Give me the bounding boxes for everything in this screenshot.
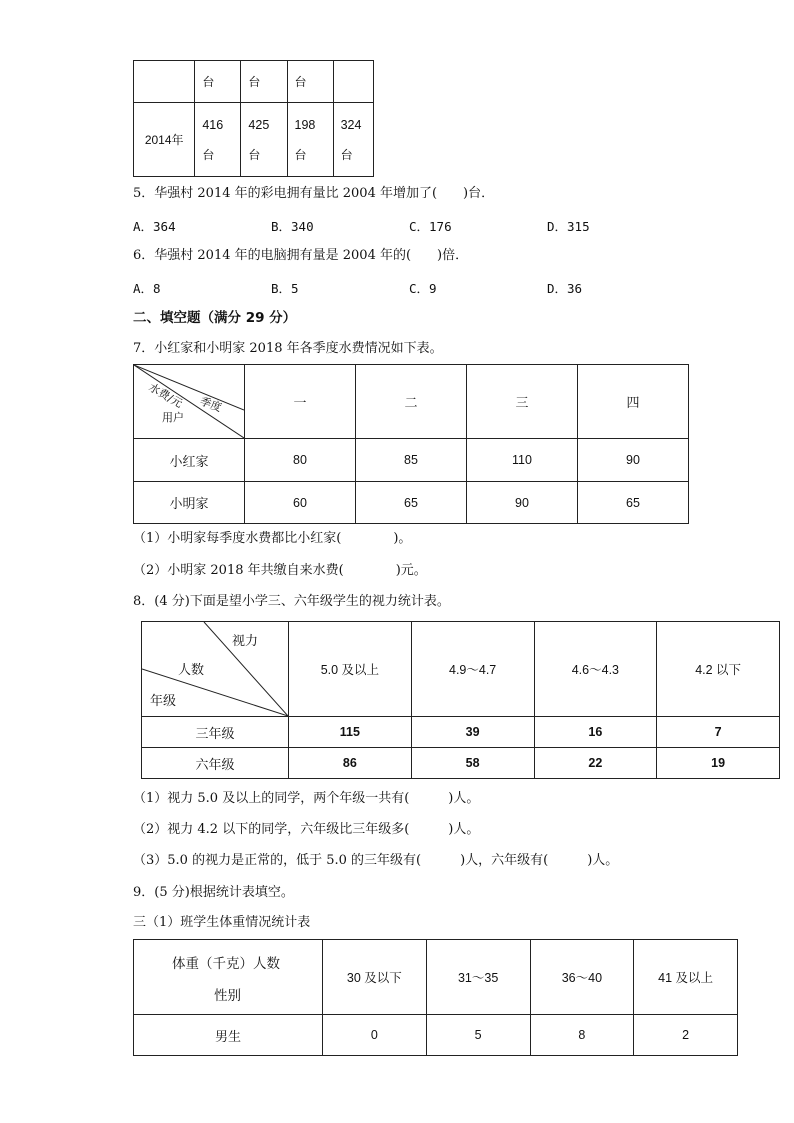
table-cell: 58 [411, 748, 534, 779]
table-cell: 90 [577, 439, 688, 482]
table-cell: 115 [289, 717, 412, 748]
row-label: 小红家 [134, 439, 245, 482]
weight-table [133, 939, 738, 1056]
q5-option-a[interactable]: A．364 [133, 219, 176, 234]
table-cell: 2 [634, 1015, 738, 1056]
column-header: 36～40 [530, 940, 634, 1015]
q6-option-b[interactable]: B．5 [271, 281, 299, 296]
column-header: 5.0 及以上 [289, 622, 412, 717]
column-header: 一 [245, 365, 356, 439]
corner-label-gender: 性别 [214, 988, 241, 1004]
corner-label-count: 人数 [178, 663, 205, 678]
question-6: 6．华强村 2014 年的电脑拥有量是 2004 年的( )倍． [133, 248, 469, 263]
table-cell: 0 [323, 1015, 427, 1056]
corner-label-weight: 体重（千克）人数 [172, 956, 280, 972]
table-cell: 85 [355, 439, 466, 482]
column-header: 三 [466, 365, 577, 439]
q6-option-a[interactable]: A．8 [133, 281, 161, 296]
q8-sub-1: （1）视力 5.0 及以上的同学，两个年级一共有( )人。 [133, 791, 480, 806]
q7-sub-2: （2）小明家 2018 年共缴自来水费( )元。 [133, 563, 427, 578]
corner-label-season: 季度 [198, 394, 224, 415]
question-7: 7．小红家和小明家 2018 年各季度水费情况如下表。 [133, 341, 443, 356]
q6-option-d[interactable]: D．36 [547, 281, 583, 296]
corner-header [142, 622, 289, 717]
table-cell: 86 [289, 748, 412, 779]
table-cell: 台 [195, 61, 241, 103]
table-cell: 110 [466, 439, 577, 482]
table-cell: 5 [426, 1015, 530, 1056]
table-cell: 416 台 [195, 103, 241, 177]
table-cell: 198 台 [287, 103, 333, 177]
column-header: 30 及以下 [323, 940, 427, 1015]
column-header: 4.2 以下 [657, 622, 780, 717]
table-cell: 22 [534, 748, 657, 779]
column-header: 二 [355, 365, 466, 439]
table-cell: 台 [287, 61, 333, 103]
q5-option-b[interactable]: B．340 [271, 219, 314, 234]
diagonal-lines [134, 365, 244, 438]
question-8: 8．(4 分)下面是望小学三、六年级学生的视力统计表。 [133, 594, 450, 609]
section-heading: 二、填空题（满分 29 分） [133, 310, 297, 326]
table-cell: 90 [466, 482, 577, 524]
corner-label-fee: 水费/元 [146, 380, 185, 411]
q5-option-c[interactable]: C．176 [409, 219, 452, 234]
corner-label-grade: 年级 [150, 694, 177, 709]
row-label: 六年级 [142, 748, 289, 779]
column-header: 4.9～4.7 [411, 622, 534, 717]
row-label: 男生 [134, 1015, 323, 1056]
eyesight-table [141, 621, 780, 779]
q8-sub-3: （3）5.0 的视力是正常的，低于 5.0 的三年级有( )人，六年级有( )人。 [133, 853, 619, 868]
q5-option-d[interactable]: D．315 [547, 219, 590, 234]
table-cell: 8 [530, 1015, 634, 1056]
column-header: 四 [577, 365, 688, 439]
table-cell: 425 台 [241, 103, 287, 177]
q7-sub-1: （1）小明家每季度水费都比小红家( )。 [133, 531, 412, 546]
question-9: 9．(5 分)根据统计表填空。 [133, 885, 294, 900]
table-cell: 7 [657, 717, 780, 748]
row-label: 三年级 [142, 717, 289, 748]
q6-option-c[interactable]: C．9 [409, 281, 437, 296]
corner-header [134, 940, 323, 1015]
table-cell: 60 [245, 482, 356, 524]
column-header: 41 及以上 [634, 940, 738, 1015]
question-5: 5．华强村 2014 年的彩电拥有量比 2004 年增加了( )台． [133, 186, 495, 201]
table-title: 三（1）班学生体重情况统计表 [133, 915, 311, 930]
table-cell: 台 [241, 61, 287, 103]
corner-label-user: 用户 [162, 411, 184, 424]
corner-label-eyesight: 视力 [232, 634, 259, 649]
table-cell: 65 [577, 482, 688, 524]
column-header: 4.6～4.3 [534, 622, 657, 717]
water-fee-table [133, 364, 689, 524]
row-label: 小明家 [134, 482, 245, 524]
column-header: 31～35 [426, 940, 530, 1015]
table-cell: 19 [657, 748, 780, 779]
row-label-2014: 2014年 [134, 103, 195, 177]
table-cell [333, 61, 373, 103]
appliance-table [133, 60, 374, 177]
table-cell [134, 61, 195, 103]
table-cell: 39 [411, 717, 534, 748]
table-cell: 65 [355, 482, 466, 524]
table-cell: 16 [534, 717, 657, 748]
corner-header [134, 365, 245, 439]
table-cell: 80 [245, 439, 356, 482]
q8-sub-2: （2）视力 4.2 以下的同学，六年级比三年级多( )人。 [133, 822, 480, 837]
table-cell: 324 台 [333, 103, 373, 177]
